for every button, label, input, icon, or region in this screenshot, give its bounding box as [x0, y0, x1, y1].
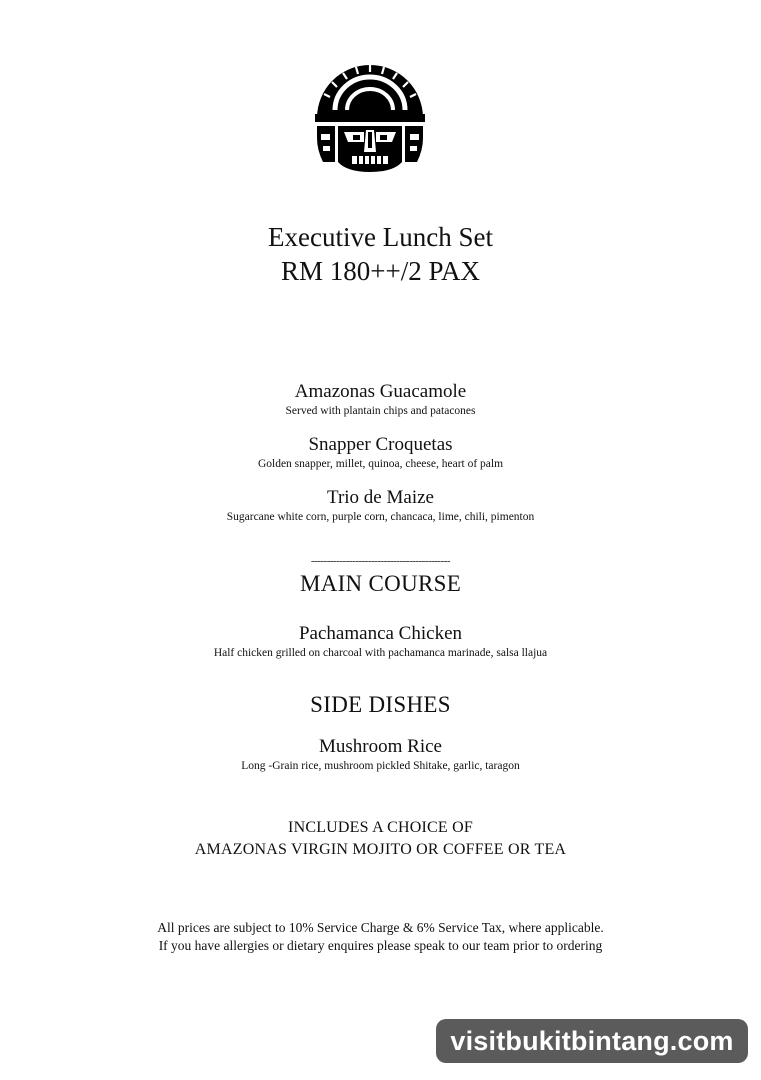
- menu-title: [0, 220, 761, 288]
- footer-note: [0, 919, 761, 955]
- item-description: Sugarcane white corn, purple corn, chancaca, lime, chili, pimenton: [226, 511, 535, 523]
- item-name: Pachamanca Chicken: [298, 623, 462, 644]
- item-name: Snapper Croquetas: [308, 434, 453, 455]
- footer-line-2: If you have allergies or dietary enquires please speak to our team prior to ordering: [158, 938, 603, 953]
- item-description: Long -Grain rice, mushroom pickled Shitake, garlic, taragon: [241, 760, 520, 772]
- item-description: Half chicken grilled on charcoal with pachamanca marinade, salsa llajua: [213, 647, 548, 659]
- includes-line-2: AMAZONAS VIRGIN MOJITO OR COFFEE OR TEA: [194, 841, 567, 858]
- tribal-mask-icon: [313, 58, 427, 174]
- item-name: Amazonas Guacamole: [294, 381, 467, 402]
- starter-item: [0, 486, 761, 525]
- starter-item: [0, 380, 761, 419]
- item-description: Golden snapper, millet, quinoa, cheese, heart of palm: [257, 458, 504, 470]
- title-line-1: Executive Lunch Set: [268, 222, 493, 252]
- item-description: Served with plantain chips and patacones: [285, 405, 476, 417]
- item-name: Mushroom Rice: [319, 736, 442, 757]
- watermark-badge: visitbukitbintang.com: [436, 1019, 748, 1063]
- item-name: Trio de Maize: [327, 487, 434, 508]
- section-divider: --------------------------------------------: [310, 555, 451, 567]
- side-dish-item: [0, 735, 761, 774]
- side-dishes-heading: SIDE DISHES: [310, 692, 451, 717]
- title-line-2: RM 180++/2 PAX: [280, 256, 480, 286]
- includes-line-1: INCLUDES A CHOICE OF: [288, 819, 473, 836]
- main-course-heading: MAIN COURSE: [299, 571, 462, 596]
- includes-note: [0, 817, 761, 861]
- footer-line-1: All prices are subject to 10% Service Charge & 6% Service Tax, where applicable.: [157, 920, 604, 935]
- main-course-item: [0, 622, 761, 661]
- starter-item: [0, 433, 761, 472]
